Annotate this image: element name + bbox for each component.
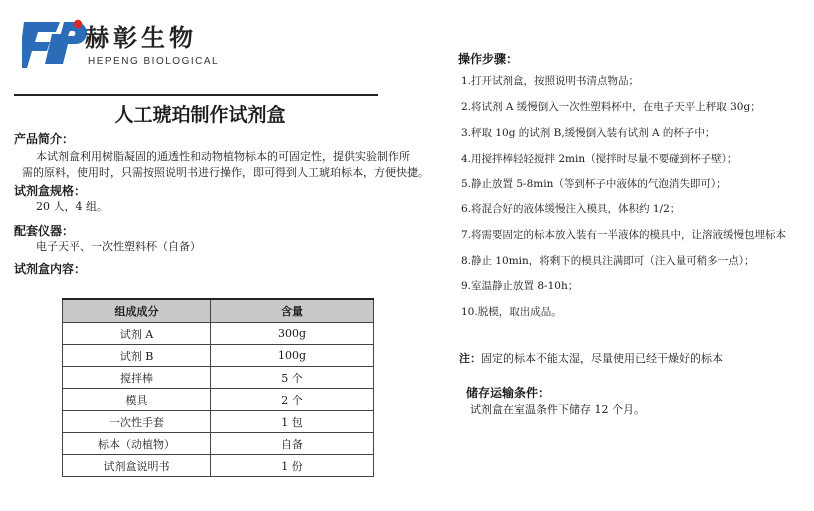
- contents-heading: 试剂盒内容：: [14, 262, 87, 276]
- table-row: [63, 411, 374, 433]
- component-cell: 试剂 B: [63, 345, 211, 367]
- procedure-step: 3.秤取 10g 的试剂 B,缓慢倒入装有试剂 A 的杯子中；: [461, 127, 716, 139]
- procedure-step: 2.将试剂 A 缓慢倒入一次性塑料杯中，在电子天平上秤取 30g；: [461, 101, 761, 113]
- storage-heading: 储存运输条件：: [466, 386, 551, 400]
- procedure-step: 1.打开试剂盒，按照说明书清点物品；: [461, 75, 640, 87]
- component-cell: 模具: [63, 389, 211, 411]
- table-header-row: [63, 299, 374, 323]
- intro-heading: 产品简介：: [14, 132, 75, 146]
- table-row: [63, 433, 374, 455]
- table-row: [63, 367, 374, 389]
- spec-text: 20 人，4 组。: [36, 200, 108, 213]
- storage-text: 试剂盒在室温条件下储存 12 个月。: [470, 403, 645, 416]
- amount-cell: 1 包: [211, 411, 374, 433]
- component-cell: 标本（动植物）: [63, 433, 211, 455]
- intro-text-line2: 需的原料，使用时，只需按照说明书进行操作，即可得到人工琥珀标本，方便快捷。: [22, 166, 429, 179]
- amount-cell: 300g: [211, 323, 374, 345]
- table-row: [63, 389, 374, 411]
- amount-cell: 自备: [211, 433, 374, 455]
- instruments-heading: 配套仪器：: [14, 224, 75, 238]
- table-row: [63, 323, 374, 345]
- note: [459, 350, 723, 366]
- component-cell: 一次性手套: [63, 411, 211, 433]
- note-text: 固定的标本不能太湿，尽量使用已经干燥好的标本: [481, 352, 723, 365]
- logo-name-en: HEPENG BIOLOGICAL: [88, 56, 220, 67]
- spec-heading: 试剂盒规格：: [14, 184, 87, 198]
- procedure-step: 8.静止 10min，将剩下的模具注满即可（注入量可稍多一点）；: [461, 255, 755, 267]
- component-cell: 搅拌棒: [63, 367, 211, 389]
- title-rule: [14, 94, 378, 96]
- logo-mark-icon: [22, 20, 87, 68]
- table-row: [63, 455, 374, 477]
- procedure-step: 5.静止放置 5-8min（等到杯子中液体的气泡消失即可）；: [461, 178, 727, 190]
- page-title: 人工琥珀制作试剂盒: [114, 104, 286, 126]
- column-header-component: 组成成分: [63, 299, 211, 323]
- amount-cell: 1 份: [211, 455, 374, 477]
- table-row: [63, 345, 374, 367]
- column-header-amount: 含量: [211, 299, 374, 323]
- contents-table: [62, 298, 374, 477]
- component-cell: 试剂 A: [63, 323, 211, 345]
- intro-text-line1: 本试剂盒利用树脂凝固的通透性和动物植物标本的可固定性，提供实验制作所: [36, 150, 410, 163]
- procedure-step: 4.用搅拌棒轻轻搅拌 2min（搅拌时尽量不要碰到杯子壁）；: [461, 153, 738, 165]
- procedure-step: 7.将需要固定的标本放入装有一半液体的模具中，让溶液缓慢包埋标本: [461, 229, 787, 241]
- component-cell: 试剂盒说明书: [63, 455, 211, 477]
- amount-cell: 100g: [211, 345, 374, 367]
- note-label: 注：: [459, 352, 481, 365]
- amount-cell: 5 个: [211, 367, 374, 389]
- instruments-text: 电子天平、一次性塑料杯（自备）: [36, 240, 201, 253]
- procedure-heading: 操作步骤：: [458, 52, 519, 66]
- procedure-step: 9.室温静止放置 8-10h；: [461, 280, 579, 292]
- procedure-step: 10.脱模，取出成品。: [461, 306, 562, 318]
- amount-cell: 2 个: [211, 389, 374, 411]
- logo-name-cn: 赫彰生物: [85, 24, 197, 52]
- procedure-step: 6.将混合好的液体缓慢注入模具，体积约 1/2；: [461, 203, 681, 215]
